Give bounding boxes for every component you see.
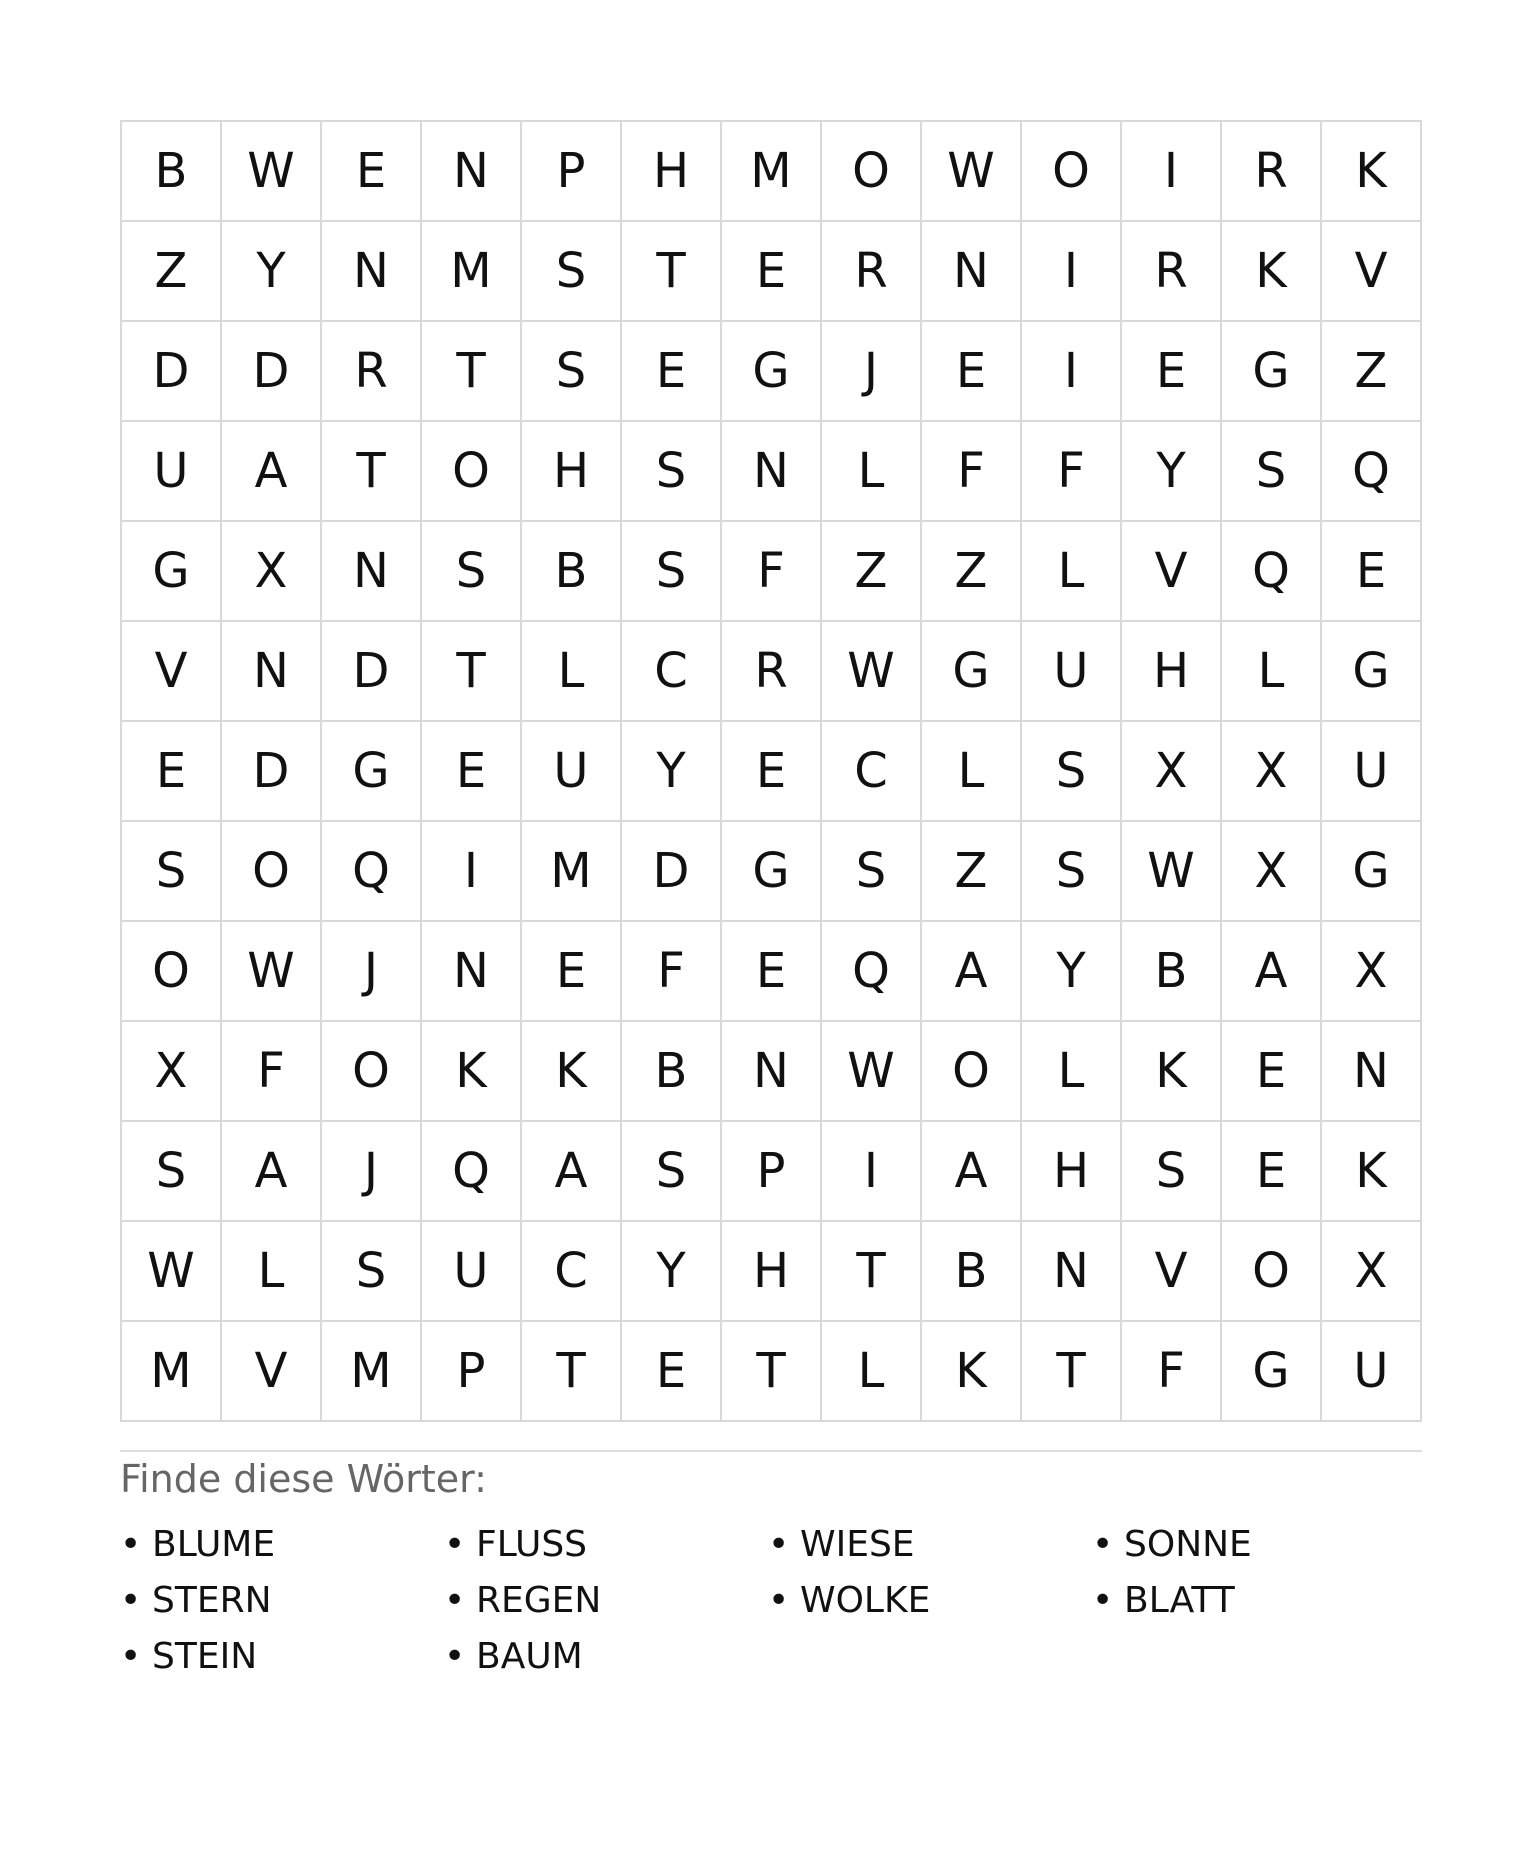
grid-cell[interactable]: A (522, 1122, 622, 1222)
grid-cell[interactable]: G (122, 522, 222, 622)
grid-cell[interactable]: U (1322, 1322, 1422, 1422)
grid-cell[interactable]: V (122, 622, 222, 722)
grid-cell[interactable]: H (1022, 1122, 1122, 1222)
grid-cell[interactable]: K (1322, 122, 1422, 222)
grid-cell[interactable]: O (122, 922, 222, 1022)
grid-cell[interactable]: E (722, 922, 822, 1022)
word-list-item (444, 1516, 768, 1572)
word-list-item (120, 1628, 444, 1684)
grid-cell[interactable]: I (1022, 322, 1122, 422)
grid-cell[interactable]: P (522, 122, 622, 222)
grid-cell[interactable]: H (622, 122, 722, 222)
grid-cell[interactable]: W (922, 122, 1022, 222)
grid-cell[interactable]: Z (922, 822, 1022, 922)
grid-cell[interactable]: E (1322, 522, 1422, 622)
grid-cell[interactable]: S (1222, 422, 1322, 522)
grid-cell[interactable]: F (1022, 422, 1122, 522)
grid-cell[interactable]: V (222, 1322, 322, 1422)
grid-cell[interactable]: F (1122, 1322, 1222, 1422)
grid-cell[interactable]: F (722, 522, 822, 622)
grid-cell[interactable]: E (922, 322, 1022, 422)
word-label: BLATT (1124, 1579, 1235, 1621)
grid-cell[interactable]: X (1222, 722, 1322, 822)
grid-cell[interactable]: A (222, 422, 322, 522)
grid-cell[interactable]: U (422, 1222, 522, 1322)
grid-cell[interactable]: O (422, 422, 522, 522)
grid-cell[interactable]: N (422, 122, 522, 222)
grid-cell[interactable]: B (1122, 922, 1222, 1022)
word-search-page (120, 120, 1420, 1684)
grid-cell[interactable]: G (1222, 1322, 1322, 1422)
grid-cell[interactable]: N (322, 222, 422, 322)
grid-cell[interactable]: U (522, 722, 622, 822)
bullet: • (120, 1523, 142, 1565)
grid-cell[interactable]: F (922, 422, 1022, 522)
word-list-item (120, 1572, 444, 1628)
word-list (120, 1516, 1420, 1684)
grid-cell[interactable]: T (322, 422, 422, 522)
grid-cell[interactable]: M (322, 1322, 422, 1422)
grid-cell[interactable]: N (922, 222, 1022, 322)
bullet: • (444, 1635, 466, 1677)
grid-cell[interactable]: A (922, 1122, 1022, 1222)
grid-cell[interactable]: O (1022, 122, 1122, 222)
word-list-item (768, 1516, 1092, 1572)
grid-cell[interactable]: E (322, 122, 422, 222)
grid-cell[interactable]: O (822, 122, 922, 222)
grid-cell[interactable]: S (522, 322, 622, 422)
grid-cell[interactable]: E (1122, 322, 1222, 422)
grid-cell[interactable]: A (1222, 922, 1322, 1022)
grid-cell[interactable]: E (1222, 1122, 1322, 1222)
grid-cell[interactable]: U (122, 422, 222, 522)
grid-cell[interactable]: Z (822, 522, 922, 622)
grid-cell[interactable]: N (722, 422, 822, 522)
word-label: WIESE (800, 1523, 915, 1565)
grid-cell[interactable]: E (1222, 1022, 1322, 1122)
grid-cell[interactable]: N (322, 522, 422, 622)
grid-cell[interactable]: C (522, 1222, 622, 1322)
grid-cell[interactable]: U (1322, 722, 1422, 822)
grid-cell[interactable]: G (1222, 322, 1322, 422)
grid-cell[interactable]: M (522, 822, 622, 922)
grid-cell[interactable]: S (1122, 1122, 1222, 1222)
grid-cell[interactable]: E (622, 322, 722, 422)
grid-cell[interactable]: L (1022, 1022, 1122, 1122)
grid-cell[interactable]: P (722, 1122, 822, 1222)
grid-cell[interactable]: T (822, 1222, 922, 1322)
grid-cell[interactable]: F (222, 1022, 322, 1122)
grid-cell[interactable]: R (1122, 222, 1222, 322)
grid-cell[interactable]: Q (822, 922, 922, 1022)
grid-cell[interactable]: O (222, 822, 322, 922)
word-label: REGEN (476, 1579, 602, 1621)
word-label: BAUM (476, 1635, 583, 1677)
grid-cell[interactable]: D (222, 722, 322, 822)
grid-cell[interactable]: S (622, 1122, 722, 1222)
grid-cell[interactable]: S (1022, 722, 1122, 822)
grid-cell[interactable]: W (222, 922, 322, 1022)
grid-cell[interactable]: V (1122, 1222, 1222, 1322)
grid-cell[interactable]: Z (922, 522, 1022, 622)
grid-cell[interactable]: B (122, 122, 222, 222)
grid-cell[interactable]: U (1022, 622, 1122, 722)
grid-cell[interactable]: Y (622, 722, 722, 822)
grid-cell[interactable]: Y (622, 1222, 722, 1322)
grid-cell[interactable]: R (722, 622, 822, 722)
bullet: • (1092, 1579, 1114, 1621)
grid-cell[interactable]: Y (1122, 422, 1222, 522)
word-label: BLUME (152, 1523, 276, 1565)
grid-cell[interactable]: N (722, 1022, 822, 1122)
grid-cell[interactable]: I (1122, 122, 1222, 222)
grid-cell[interactable]: M (122, 1322, 222, 1422)
grid-cell[interactable]: E (722, 722, 822, 822)
grid-cell[interactable]: C (822, 722, 922, 822)
grid-cell[interactable]: K (1222, 222, 1322, 322)
grid-cell[interactable]: T (1022, 1322, 1122, 1422)
bullet: • (120, 1635, 142, 1677)
grid-cell[interactable]: Q (1322, 422, 1422, 522)
grid-cell[interactable]: A (922, 922, 1022, 1022)
grid-cell[interactable]: B (622, 1022, 722, 1122)
bullet: • (768, 1523, 790, 1565)
grid-cell[interactable]: L (822, 1322, 922, 1422)
grid-cell[interactable]: L (522, 622, 622, 722)
grid-cell[interactable]: J (822, 322, 922, 422)
word-label: SONNE (1124, 1523, 1252, 1565)
grid-cell[interactable]: B (522, 522, 622, 622)
grid-cell[interactable]: N (422, 922, 522, 1022)
grid-cell[interactable]: T (522, 1322, 622, 1422)
grid-cell[interactable]: M (422, 222, 522, 322)
grid-cell[interactable]: K (522, 1022, 622, 1122)
grid-cell[interactable]: X (222, 522, 322, 622)
bullet: • (444, 1579, 466, 1621)
grid-cell[interactable]: T (422, 322, 522, 422)
grid-cell[interactable]: V (1122, 522, 1222, 622)
grid-cell[interactable]: W (122, 1222, 222, 1322)
grid-cell[interactable]: S (622, 422, 722, 522)
grid-cell[interactable]: K (922, 1322, 1022, 1422)
grid-cell[interactable]: T (422, 622, 522, 722)
grid-cell[interactable]: D (322, 622, 422, 722)
grid-cell[interactable]: S (322, 1222, 422, 1322)
grid-cell[interactable]: Q (322, 822, 422, 922)
grid-cell[interactable]: W (822, 622, 922, 722)
grid-cell[interactable]: O (322, 1022, 422, 1122)
grid-cell[interactable]: X (1222, 822, 1322, 922)
grid-cell[interactable]: R (322, 322, 422, 422)
word-label: STERN (152, 1579, 272, 1621)
grid-cell[interactable]: P (422, 1322, 522, 1422)
grid-cell[interactable]: X (1322, 922, 1422, 1022)
grid-cell[interactable]: E (522, 922, 622, 1022)
word-label: FLUSS (476, 1523, 588, 1565)
grid-cell[interactable]: G (1322, 622, 1422, 722)
grid-cell[interactable]: T (722, 1322, 822, 1422)
word-label: WOLKE (800, 1579, 931, 1621)
grid-cell[interactable]: S (422, 522, 522, 622)
grid-cell[interactable]: Y (222, 222, 322, 322)
grid-cell[interactable]: E (722, 222, 822, 322)
grid-cell[interactable]: S (522, 222, 622, 322)
grid-cell[interactable]: H (722, 1222, 822, 1322)
grid-cell[interactable]: X (1322, 1222, 1422, 1322)
word-label: STEIN (152, 1635, 258, 1677)
grid-cell[interactable]: W (822, 1022, 922, 1122)
grid-cell[interactable]: O (922, 1022, 1022, 1122)
divider (120, 1450, 1422, 1452)
grid-cell[interactable]: A (222, 1122, 322, 1222)
grid-cell[interactable]: L (1022, 522, 1122, 622)
grid-cell[interactable]: D (122, 322, 222, 422)
grid-cell[interactable]: G (322, 722, 422, 822)
grid-cell[interactable]: J (322, 1122, 422, 1222)
grid-cell[interactable]: I (422, 822, 522, 922)
bullet: • (768, 1579, 790, 1621)
grid-cell[interactable]: M (722, 122, 822, 222)
bullet: • (444, 1523, 466, 1565)
grid-cell[interactable]: R (822, 222, 922, 322)
grid-cell[interactable]: K (422, 1022, 522, 1122)
grid-cell[interactable]: F (622, 922, 722, 1022)
grid-cell[interactable]: N (1022, 1222, 1122, 1322)
grid-cell[interactable]: W (1122, 822, 1222, 922)
word-list-title: Finde diese Wörter: (120, 1457, 487, 1501)
grid-cell[interactable]: R (1222, 122, 1322, 222)
word-list-item (768, 1572, 1092, 1628)
word-list-item (444, 1572, 768, 1628)
grid-cell[interactable]: D (622, 822, 722, 922)
grid-cell[interactable]: B (922, 1222, 1022, 1322)
grid-cell[interactable]: Z (122, 222, 222, 322)
grid-cell[interactable]: D (222, 322, 322, 422)
grid-cell[interactable]: E (622, 1322, 722, 1422)
grid-cell[interactable]: Q (422, 1122, 522, 1222)
bullet: • (120, 1579, 142, 1621)
grid-cell[interactable]: J (322, 922, 422, 1022)
grid-cell[interactable]: N (222, 622, 322, 722)
grid-cell[interactable]: S (122, 1122, 222, 1222)
grid-cell[interactable]: Y (1022, 922, 1122, 1022)
grid-cell[interactable]: K (1122, 1022, 1222, 1122)
grid-cell[interactable]: E (122, 722, 222, 822)
grid-cell[interactable]: S (622, 522, 722, 622)
grid-cell[interactable]: G (1322, 822, 1422, 922)
grid-cell[interactable]: I (1022, 222, 1122, 322)
grid-cell[interactable]: X (1122, 722, 1222, 822)
grid-cell[interactable]: G (722, 822, 822, 922)
word-list-item (1092, 1516, 1416, 1572)
grid-cell[interactable]: L (222, 1222, 322, 1322)
grid-cell[interactable]: W (222, 122, 322, 222)
grid-cell[interactable]: L (822, 422, 922, 522)
grid-cell[interactable]: S (122, 822, 222, 922)
word-list-item (444, 1628, 768, 1684)
bullet: • (1092, 1523, 1114, 1565)
grid-cell[interactable]: T (622, 222, 722, 322)
grid-cell[interactable]: N (1322, 1022, 1422, 1122)
grid-cell[interactable]: E (422, 722, 522, 822)
grid-cell[interactable]: G (922, 622, 1022, 722)
grid-cell[interactable]: O (1222, 1222, 1322, 1322)
grid-cell[interactable]: Z (1322, 322, 1422, 422)
grid-cell[interactable]: S (822, 822, 922, 922)
letter-grid (120, 120, 1422, 1422)
grid-cell[interactable]: I (822, 1122, 922, 1222)
word-list-item (120, 1516, 444, 1572)
grid-cell[interactable]: H (1122, 622, 1222, 722)
grid-cell[interactable]: H (522, 422, 622, 522)
grid-cell[interactable]: X (122, 1022, 222, 1122)
grid-cell[interactable]: Q (1222, 522, 1322, 622)
grid-cell[interactable]: S (1022, 822, 1122, 922)
grid-cell[interactable]: G (722, 322, 822, 422)
grid-cell[interactable]: C (622, 622, 722, 722)
grid-cell[interactable]: V (1322, 222, 1422, 322)
grid-cell[interactable]: L (922, 722, 1022, 822)
word-list-item (1092, 1572, 1416, 1628)
grid-cell[interactable]: K (1322, 1122, 1422, 1222)
grid-cell[interactable]: L (1222, 622, 1322, 722)
